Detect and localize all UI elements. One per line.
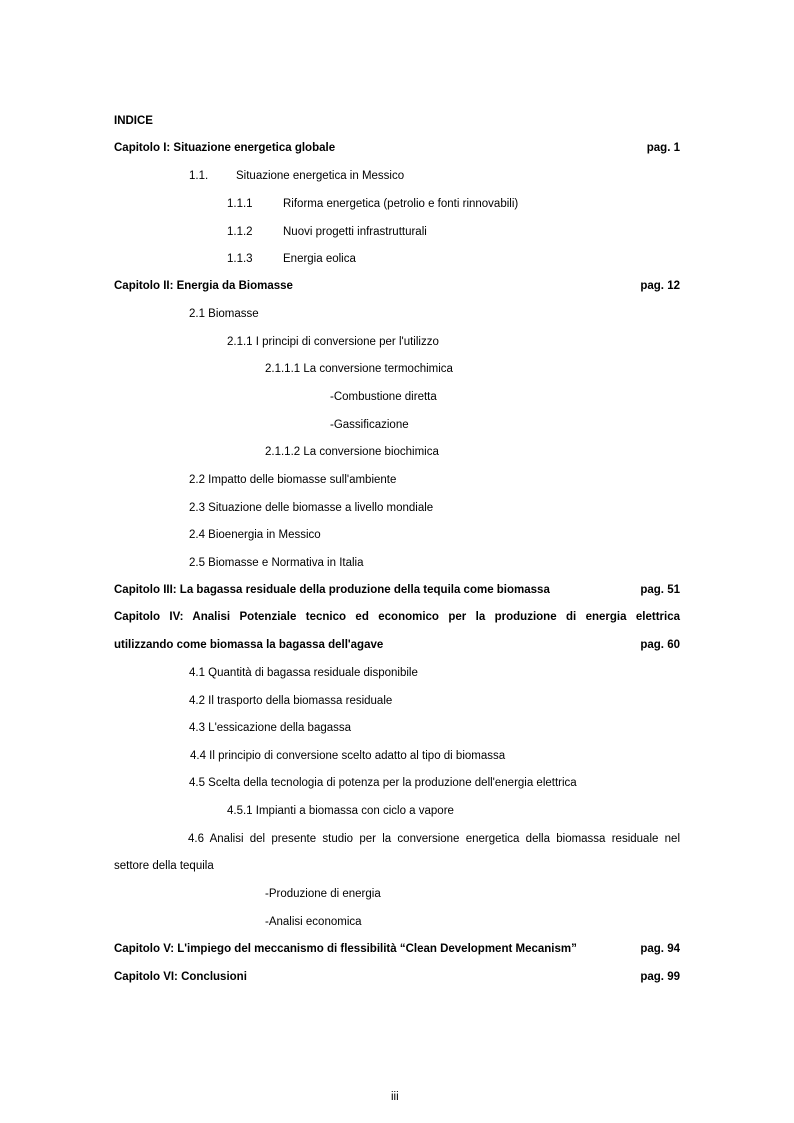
- chapter-6-page: pag. 99: [640, 971, 680, 983]
- section-4-2: 4.2 Il trasporto della biomassa residuale: [189, 695, 393, 707]
- section-4-6-line1: 4.6 Analisi del presente studio per la conversione energetica della biomassa residuale nel: [188, 833, 680, 845]
- section-1-1-1-number: 1.1.1: [227, 198, 253, 210]
- subitem-gassificazione: -Gassificazione: [330, 419, 409, 431]
- section-2-3: 2.3 Situazione delle biomasse a livello mondiale: [189, 502, 434, 514]
- subitem-combustione: -Combustione diretta: [330, 391, 437, 403]
- subitem-analisi: -Analisi economica: [265, 916, 362, 928]
- chapter-2-title: Capitolo II: Energia da Biomasse: [114, 280, 293, 292]
- section-4-6-line2: settore della tequila: [114, 860, 214, 872]
- section-1-1-1-title: Riforma energetica (petrolio e fonti rinnovabili): [283, 198, 519, 210]
- section-2-1-1: 2.1.1 I principi di conversione per l'utilizzo: [227, 336, 439, 348]
- section-4-4: 4.4 Il principio di conversione scelto adatto al tipo di biomassa: [190, 750, 506, 762]
- section-2-5: 2.5 Biomasse e Normativa in Italia: [189, 557, 364, 569]
- page-number: iii: [391, 1091, 399, 1103]
- section-1-1-2-number: 1.1.2: [227, 226, 253, 238]
- section-2-4: 2.4 Bioenergia in Messico: [189, 529, 321, 541]
- subitem-produzione: -Produzione di energia: [265, 888, 381, 900]
- section-4-5-1: 4.5.1 Impianti a biomassa con ciclo a vapore: [227, 805, 454, 817]
- section-2-2: 2.2 Impatto delle biomasse sull'ambiente: [189, 474, 397, 486]
- index-heading: INDICE: [114, 115, 153, 127]
- section-1-1-2-title: Nuovi progetti infrastrutturali: [283, 226, 427, 238]
- section-1-1-number: 1.1.: [189, 170, 209, 182]
- chapter-5-title: Capitolo V: L'impiego del meccanismo di flessibilità “Clean Development Mecanism”: [114, 943, 577, 955]
- section-1-1-3-number: 1.1.3: [227, 253, 253, 265]
- chapter-5-page: pag. 94: [640, 943, 680, 955]
- section-2-1-1-1: 2.1.1.1 La conversione termochimica: [265, 363, 453, 375]
- section-2-1: 2.1 Biomasse: [189, 308, 259, 320]
- chapter-4-title-line2: utilizzando come biomassa la bagassa dell'agave: [114, 639, 384, 651]
- section-4-5: 4.5 Scelta della tecnologia di potenza per la produzione dell'energia elettrica: [189, 777, 577, 789]
- chapter-1-page: pag. 1: [646, 142, 680, 154]
- chapter-2-page: pag. 12: [640, 280, 680, 292]
- chapter-4-page: pag. 60: [640, 639, 680, 651]
- chapter-1-title: Capitolo I: Situazione energetica globale: [114, 142, 336, 154]
- section-4-3: 4.3 L'essicazione della bagassa: [189, 722, 352, 734]
- section-1-1-title: Situazione energetica in Messico: [236, 170, 405, 182]
- chapter-4-title-line1: Capitolo IV: Analisi Potenziale tecnico ed economico per la produzione di energia elettrica: [114, 611, 680, 623]
- chapter-3-page: pag. 51: [640, 584, 680, 596]
- section-2-1-1-2: 2.1.1.2 La conversione biochimica: [265, 446, 439, 458]
- section-1-1-3-title: Energia eolica: [283, 253, 356, 265]
- chapter-6-title: Capitolo VI: Conclusioni: [114, 971, 247, 983]
- chapter-3-title: Capitolo III: La bagassa residuale della produzione della tequila come biomassa: [114, 584, 550, 596]
- section-4-1: 4.1 Quantità di bagassa residuale disponibile: [189, 667, 418, 679]
